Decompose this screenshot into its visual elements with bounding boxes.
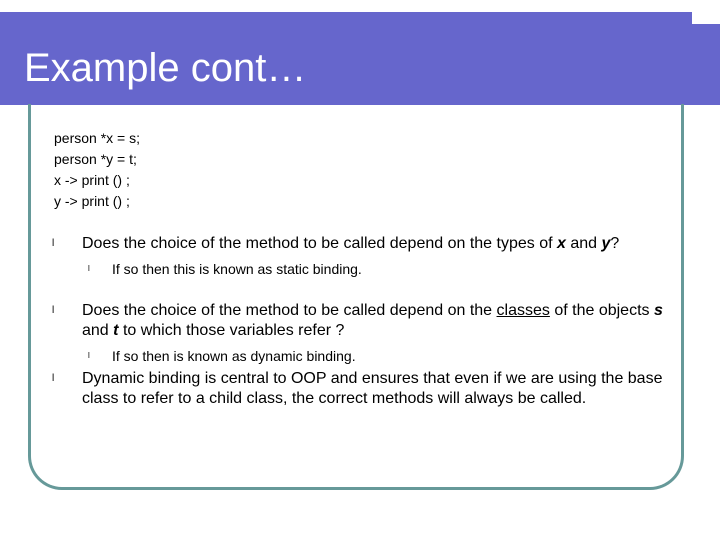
bullet-icon: l xyxy=(52,373,55,384)
code-line: person *x = s; xyxy=(54,130,140,146)
bullet-item-dynamic-binding-oop xyxy=(52,369,672,409)
bullet-icon: l xyxy=(52,238,55,249)
bullet-text-and: and xyxy=(570,235,598,252)
code-line: y -> print () ; xyxy=(54,193,130,209)
sub-bullet-dynamic-binding xyxy=(52,347,672,365)
sub-bullet-icon: l xyxy=(88,351,90,360)
code-block xyxy=(54,128,140,212)
code-line: x -> print () ; xyxy=(54,172,130,188)
bullet-text: Does the choice of the method to be called depend on the xyxy=(82,302,493,319)
var-t: t xyxy=(113,322,119,339)
sub-bullet-icon: l xyxy=(88,264,90,273)
var-s: s xyxy=(653,302,663,319)
bullet-text: Dynamic binding is central to OOP and ensures that even if we are using the base class to refer to a child class, the correct methods will always be called. xyxy=(82,370,663,407)
var-y: y xyxy=(601,235,611,252)
slide-title: Example cont… xyxy=(24,46,307,90)
bullet-item-static-question xyxy=(52,234,672,254)
bullet-text-end: to which those variables refer ? xyxy=(122,322,345,339)
var-x: x xyxy=(557,235,566,252)
bullet-text-mid: of the objects xyxy=(554,302,650,319)
sub-bullet-text: If so then this is known as static binding. xyxy=(112,261,362,277)
code-line: person *y = t; xyxy=(54,151,137,167)
bullet-text-and: and xyxy=(82,322,109,339)
underlined-classes: classes xyxy=(496,302,550,319)
bullet-text-end: ? xyxy=(610,235,620,252)
bullet-icon: l xyxy=(52,305,55,316)
title-bar xyxy=(0,12,720,105)
bullet-text: Does the choice of the method to be called depend on the types of xyxy=(82,235,553,252)
sub-bullet-static-binding xyxy=(52,260,672,278)
bullet-list xyxy=(52,234,672,409)
bullet-item-dynamic-question xyxy=(52,301,672,341)
sub-bullet-text: If so then is known as dynamic binding. xyxy=(112,348,356,364)
title-bar-notch-fill xyxy=(692,24,720,105)
